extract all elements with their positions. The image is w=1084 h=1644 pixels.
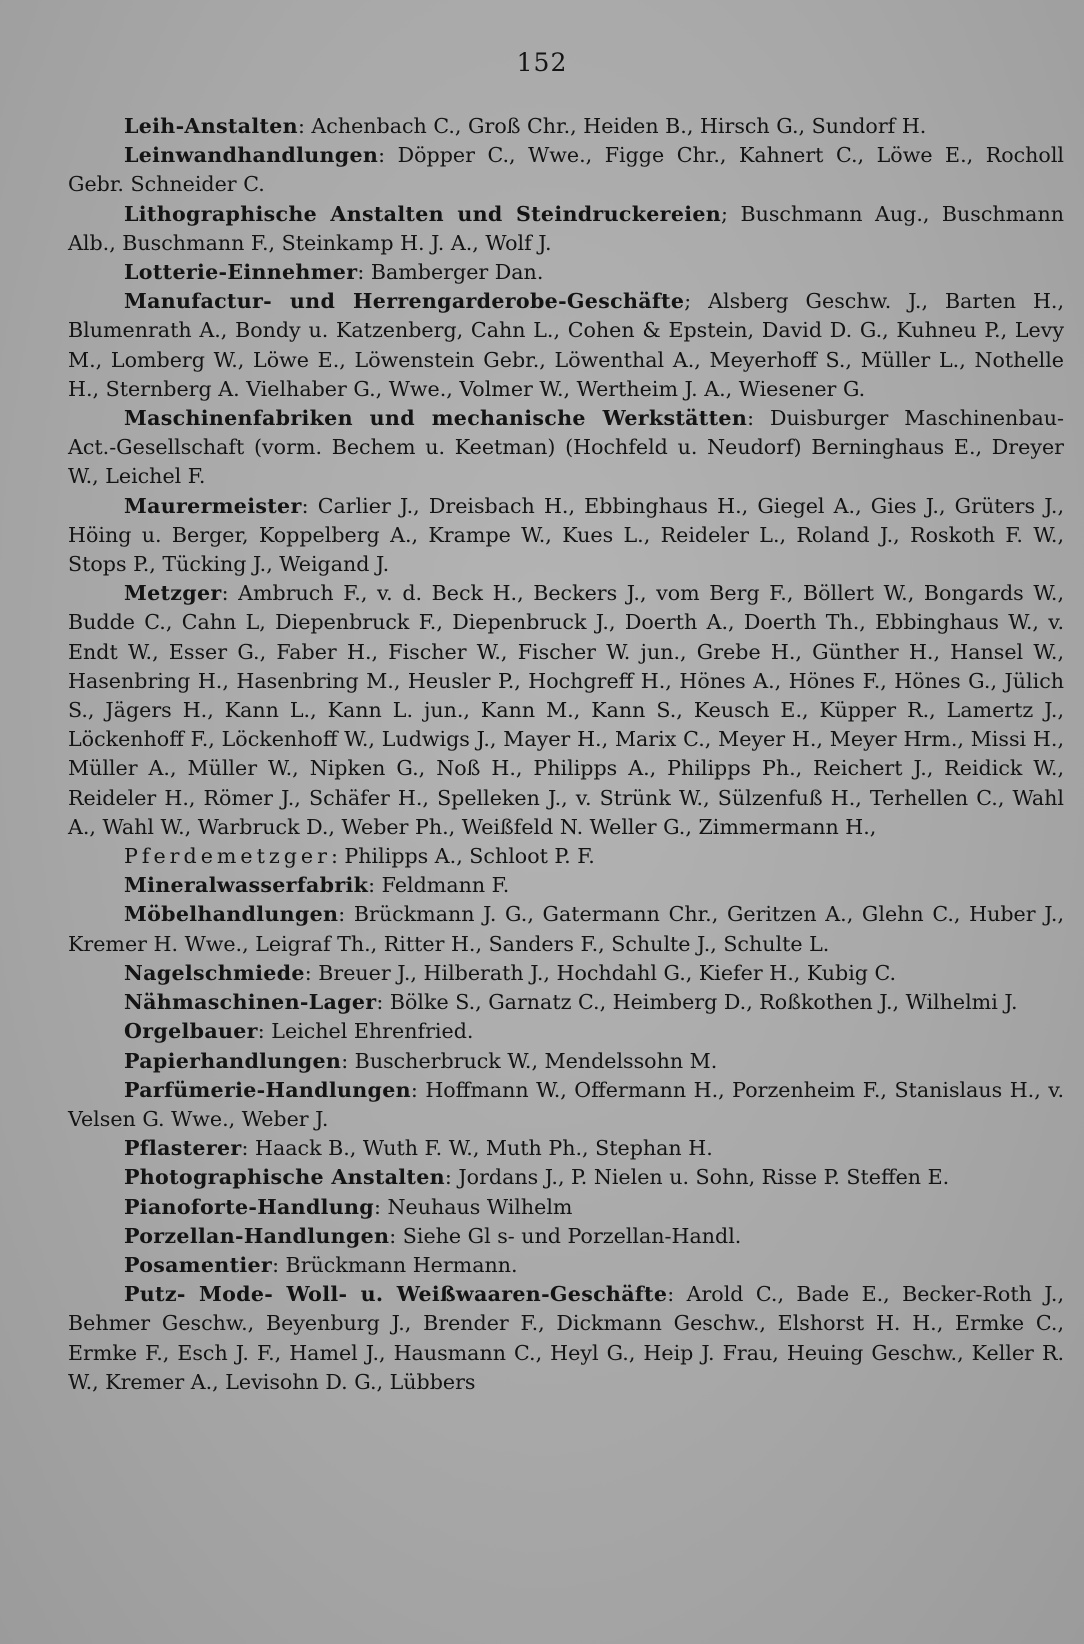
entry-heading: Parfümerie-Handlungen (124, 1077, 411, 1102)
entry-heading: Putz- Mode- Woll- u. Weißwaaren-Geschäfte (124, 1282, 668, 1307)
entry-names: Neuhaus Wilhelm (380, 1194, 573, 1219)
entry-names: Feldmann F. (375, 873, 510, 898)
entry-heading: Metzger (124, 581, 222, 606)
directory-entry (68, 1163, 1064, 1192)
directory-entry (68, 141, 1064, 199)
entry-separator: ; (684, 289, 692, 314)
directory-entry (68, 579, 1064, 842)
entry-separator: : (376, 990, 384, 1015)
entry-heading: Pflasterer (124, 1136, 242, 1161)
entry-subheading: Pferdemetzger (124, 844, 331, 869)
directory-entry (68, 112, 1064, 141)
entry-names: Brückmann J. G., Gatermann Chr., Geritzen A., Glehn C., Huber J., Kremer H. Wwe., Leigraf Th., Ritter H., Sanders F., Schulte J., Schulte L. (68, 902, 1064, 956)
entry-heading: Leih-Anstalten (124, 114, 298, 138)
entry-separator: : (221, 581, 229, 606)
entry-separator: : (272, 1252, 280, 1277)
entry-names: Ambruch F., v. d. Beck H., Beckers J., vom Berg F., Böllert W., Bongards W., Budde C., Cahn L, Diepenbruck F., Diepenbruck J., Doerth A., Doerth Th., Ebbinghaus W., v. Endt W., Esser G., Faber H., Fischer W., Fischer W. jun., Grebe H., Günther H., Hansel W., Hasenbring H., Hasenbring M., Heusler P., Hochgreff H., Hönes A., Hönes F., Hönes G., Jülich S., Jägers H., Kann L., Kann L. jun., Kann M., Kann S., Keusch E., Küpper R., Lamertz J., Löckenhoff F., Löckenhoff W., Ludwigs J., Mayer H., Marix C., Meyer H., Meyer Hrm., Missi H., Müller A., Müller W., Nipken G., Noß H., Philipps A., Philipps Ph., Reichert J., Reidick W., Reideler H., Römer J., Schäfer H., Spelleken J., v. Strünk W., Sülzenfuß H., Terhellen C., Wahl A., Wahl W., Warbruck D., Weber Ph., Weißfeld N. Weller G., Zimmermann H., (68, 581, 1064, 839)
directory-entries (68, 112, 1064, 1397)
entry-names: Leichel Ehrenfried. (264, 1019, 474, 1044)
directory-entry (68, 959, 1064, 988)
entry-heading: Lotterie-Einnehmer (124, 260, 358, 285)
entry-heading: Mineralwasserfabrik (124, 873, 369, 898)
entry-separator: : (257, 1019, 265, 1044)
entry-separator: : (338, 902, 346, 927)
directory-entry (68, 200, 1064, 258)
directory-entry (68, 842, 1064, 871)
directory-entry (68, 900, 1064, 958)
directory-entry (68, 1193, 1064, 1222)
entry-separator: : (357, 260, 365, 285)
entry-heading: Orgelbauer (124, 1019, 258, 1044)
directory-entry (68, 1076, 1064, 1134)
entry-heading: Porzellan-Handlungen (124, 1223, 390, 1248)
entry-separator: : (378, 143, 386, 168)
entry-separator: : (410, 1077, 418, 1102)
directory-entry (68, 1251, 1064, 1280)
entry-separator: : (389, 1223, 397, 1248)
entry-heading: Maschinenfabriken und mechanische Werkstätten (124, 406, 748, 431)
entry-names: Achenbach C., Groß Chr., Heiden B., Hirsch G., Sundorf H. (304, 114, 927, 138)
entry-separator: : (374, 1194, 381, 1219)
entry-separator: : (747, 406, 755, 431)
entry-names: Jordans J., P. Nielen u. Sohn, Risse P. Steffen E. (451, 1165, 950, 1190)
directory-entry (68, 1222, 1064, 1251)
directory-entry (68, 871, 1064, 900)
entry-names: Haack B., Wuth F. W., Muth Ph., Stephan H. (248, 1136, 713, 1161)
entry-names: Breuer J., Hilberath J., Hochdahl G., Kiefer H., Kubig C. (311, 960, 897, 985)
entry-names: Buschmann Aug., Buschmann Alb., Buschmann F., Steinkamp H. J. A., Wolf J. (68, 201, 1064, 255)
directory-entry (68, 1017, 1064, 1046)
directory-entry (68, 404, 1064, 492)
entry-heading: Nähmaschinen-Lager (124, 990, 377, 1015)
entry-heading: Nagelschmiede (124, 960, 305, 985)
entry-heading: Möbelhandlungen (124, 902, 339, 927)
entry-names: Arold C., Bade E., Becker-Roth J., Behmer Geschw., Beyenburg J., Brender F., Dickmann Geschw., Elshorst H. H., Ermke C., Ermke F., Esch J. F., Hamel J., Hausmann C., Heyl G., Heip J. Frau, Heuing Geschw., Keller R. W., Kremer A., Levisohn D. G., Lübbers (68, 1282, 1065, 1394)
entry-heading: Posamentier (124, 1252, 273, 1277)
directory-entry (68, 258, 1064, 287)
directory-entry (68, 287, 1064, 404)
entry-names: Buscherbruck W., Mendelssohn M. (348, 1048, 718, 1073)
entry-names: Bölke S., Garnatz C., Heimberg D., Roßkothen J., Wilhelmi J. (383, 990, 1018, 1015)
entry-names: Brückmann Hermann. (279, 1252, 518, 1277)
entry-separator: : (330, 844, 338, 869)
entry-separator: : (368, 873, 376, 898)
entry-names: Hoffmann W., Offermann H., Porzenheim F., Stanislaus H., v. Velsen G. Wwe., Weber J. (68, 1077, 1064, 1131)
entry-separator: : (297, 114, 305, 138)
entry-names: Duisburger Maschinenbau-Act.-Gesellschaft (vorm. Bechem u. Keetman) (Hochfeld u. Neudorf) Berninghaus E., Dreyer W., Leichel F. (68, 406, 1064, 489)
entry-separator: : (301, 493, 309, 518)
entry-heading: Maurermeister (124, 493, 302, 518)
directory-entry (68, 1280, 1064, 1397)
entry-separator: : (241, 1136, 249, 1161)
entry-names: Alsberg Geschw. J., Barten H., Blumenrath A., Bondy u. Katzenberg, Cahn L., Cohen & Epstein, David D. G., Kuhneu P., Levy M., Lomberg W., Löwe E., Löwenstein Gebr., Löwenthal A., Meyerhoff S., Müller L., Nothelle H., Sternberg A. Vielhaber G., Wwe., Volmer W., Wertheim J. A., Wiesener G. (68, 289, 1065, 401)
entry-separator: ; (721, 201, 728, 226)
entry-heading: Pianoforte-Handlung (124, 1194, 375, 1219)
entry-names: Bamberger Dan. (364, 260, 544, 285)
entry-names: Döpper C., Wwe., Figge Chr., Kahnert C., Löwe E., Rocholl Gebr. Schneider C. (68, 143, 1064, 197)
entry-names: Siehe Gl s- und Porzellan-Handl. (396, 1223, 742, 1248)
entry-separator: : (667, 1282, 675, 1307)
entry-heading: Photographische Anstalten (124, 1165, 445, 1190)
entry-heading: Lithographische Anstalten und Steindruckereien (124, 201, 722, 226)
entry-heading: Leinwandhandlungen (124, 143, 379, 168)
entry-heading: Manufactur- und Herrengarderobe-Geschäfte (124, 289, 685, 314)
page-number: 152 (516, 48, 568, 77)
entry-names: Philipps A., Schloot P. F. (337, 844, 595, 869)
entry-separator: : (341, 1048, 349, 1073)
directory-entry (68, 492, 1064, 580)
entry-heading: Papierhandlungen (124, 1048, 342, 1073)
directory-entry (68, 1047, 1064, 1076)
directory-entry (68, 988, 1064, 1017)
entry-separator: : (444, 1165, 452, 1190)
entry-names: Carlier J., Dreisbach H., Ebbinghaus H., Giegel A., Gies J., Grüters J., Höing u. Berger, Koppelberg A., Krampe W., Kues L., Reideler L., Roland J., Roskoth F. W., Stops P., Tücking J., Weigand J. (68, 493, 1064, 577)
directory-entry (68, 1134, 1064, 1163)
entry-separator: : (304, 960, 312, 985)
